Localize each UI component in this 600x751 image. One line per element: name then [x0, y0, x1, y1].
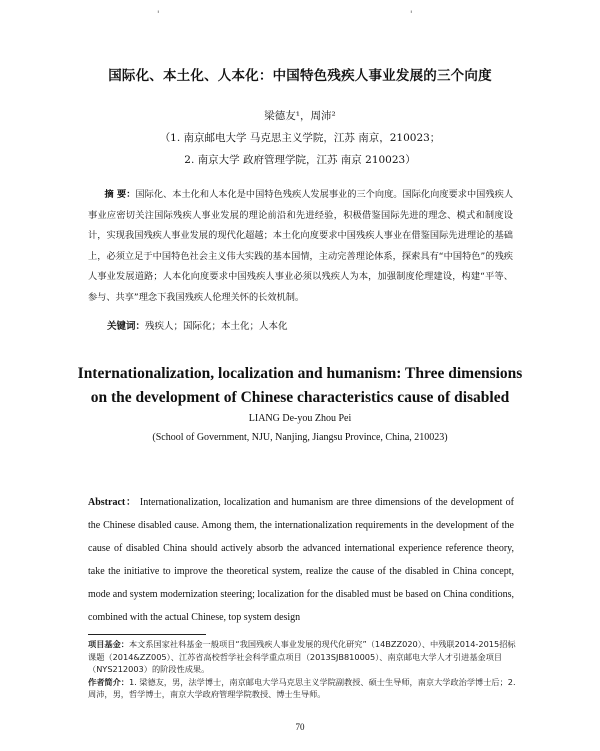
- english-title-line-1: Internationalization, localization and humanism: Three dimensions: [77, 365, 523, 382]
- chinese-keywords: [107, 318, 288, 332]
- footnote-fund: [88, 638, 518, 676]
- chinese-abstract: [88, 185, 513, 308]
- english-abstract: [88, 491, 514, 629]
- english-title-line-2: on the development of Chinese characteristics cause of disabled: [90, 389, 510, 406]
- english-abstract-text: Internationalization, localization and humanism are three dimensions of the development of the Chinese disabled cause. Among them, the internationalization requirements in the development of the cause of disabled China should actively absorb the advanced international experience reference theory, take the initiative to improve the theoretical system, realize the cause of the disabled in China concept, mode and system modernization steering; localization for the disabled must be based on China conditions, combined with the actual Chinese, top system design: [88, 497, 515, 623]
- scan-mark: ': [157, 10, 160, 20]
- chinese-authors: 梁德友¹，周沛²: [264, 110, 336, 122]
- chinese-affiliation-1: （1. 南京邮电大学 马克思主义学院，江苏 南京，210023；: [159, 132, 441, 144]
- english-affiliation: (School of Government, NJU, Nanjing, Jiangsu Province, China, 210023): [152, 432, 448, 443]
- english-authors: LIANG De-you Zhou Pei: [248, 413, 352, 424]
- footnote-author-label: 作者简介：: [88, 676, 129, 687]
- chinese-abstract-text: 国际化、本土化和人本化是中国特色残疾人发展事业的三个向度。国际化向度要求中国残疾人事业应密切关注国际残疾人事业发展的理论前沿和先进经验，积极借鉴国际先进的理念、模式和制度设计，实现我国残疾人事业发展的现代化超越；本土化向度要求中国残疾人事业在借鉴国际先进理论的基础上，必须立足于中国特色社会主义伟大实践的基本国情，主动完善理论体系，探索具有“中国特色”的残疾人事业发展道路；人本化向度要求中国残疾人事业必须以残疾人为本，加强制度伦理建设，构建“平等、参与、共享”理念下我国残疾人伦理关怀的长效机制。: [88, 189, 514, 303]
- chinese-affiliation-2: 2. 南京大学 政府管理学院，江苏 南京 210023）: [184, 154, 416, 166]
- footnote-fund-label: 项目基金：: [88, 639, 129, 649]
- english-abstract-label: Abstract：: [88, 497, 137, 508]
- footnote-fund-text: 本文系国家社科基金一般项目“我国残疾人事业发展的现代化研究”（14BZZ020）、中残联2014-2015招标课题（2014&ZZ005）、江苏省高校哲学社会科学重点项目（2013SJB810005）、南京邮电大学人才引进基金项目（NYS212003）的阶段性成果。: [88, 639, 516, 675]
- footnote-author: [88, 676, 518, 701]
- scan-mark: ': [410, 10, 413, 20]
- footnotes: [88, 638, 518, 701]
- footnote-author-text: 1. 梁德友，男，法学博士，南京邮电大学马克思主义学院副教授、硕士生导师，南京大学政治学博士后；2. 周沛，男，哲学博士，南京大学政府管理学院教授、博士生导师。: [88, 676, 516, 700]
- page-number: 70: [295, 722, 305, 732]
- english-title: [60, 362, 540, 410]
- chinese-keywords-label: 关键词：: [107, 321, 146, 332]
- footnote-divider: [88, 634, 206, 635]
- chinese-abstract-label: 摘 要：: [104, 189, 136, 200]
- chinese-keywords-text: 残疾人；国际化；本土化；人本化: [145, 321, 288, 332]
- chinese-title: 国际化、本土化、人本化：中国特色残疾人事业发展的三个向度: [108, 68, 492, 84]
